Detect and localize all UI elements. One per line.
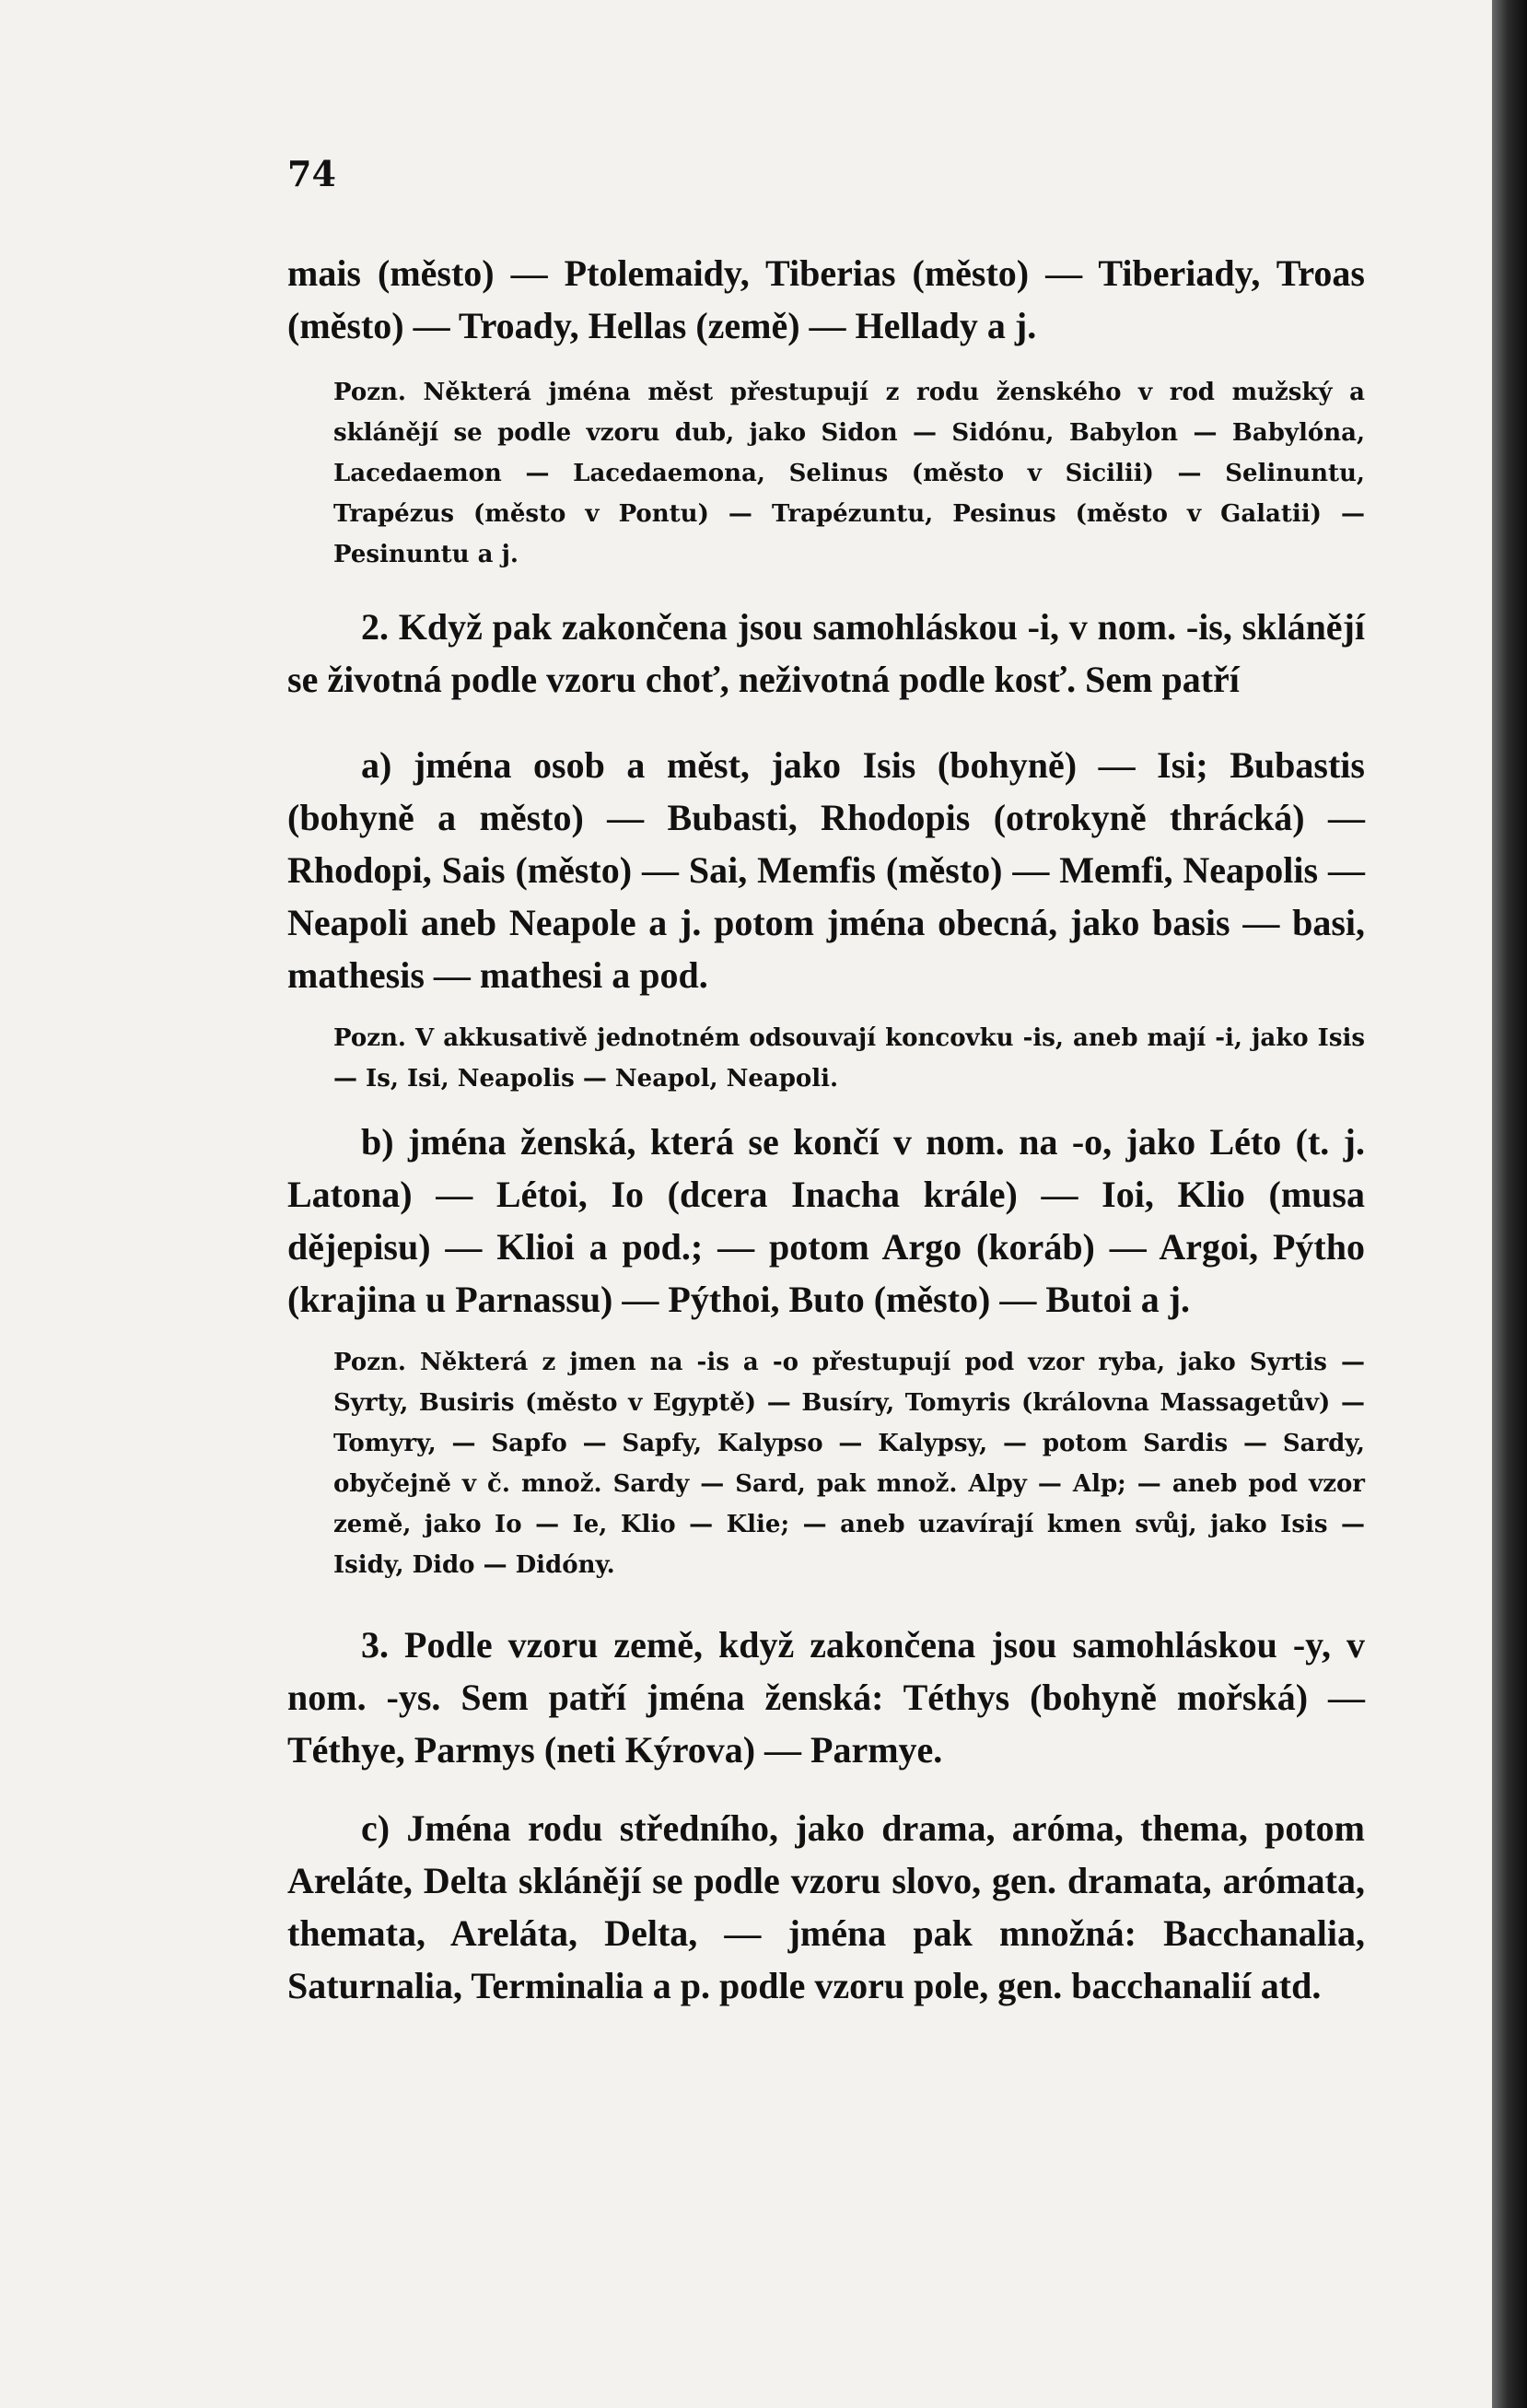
page-content [287, 153, 1365, 2012]
note-ryba-pattern: Pozn. Některá z jmen na -is a -o přestupují pod vzor ryba, jako Syrtis — Syrty, Busiris (město v Egyptě) — Busíry, Tomyris (královna Massagetův) — Tomyry, — Sapfo — Sapfy, Kalypso — Kalypsy, — potom Sardis — Sardy, obyčejně v č. množ. Sardy — Sard, pak množ. Alpy — Alp; — aneb pod vzor země, jako Io — Ie, Klio — Klie; — aneb uzavírají kmen svůj, jako Isis — Isidy, Dido — Didóny. [333, 1349, 1365, 1579]
note-accusative: Pozn. V akkusativě jednotném odsouvají koncovku -is, aneb mají -i, jako Isis — Is, Isi, Neapolis — Neapol, Neapoli. [333, 1024, 1365, 1093]
page-number: 74 [287, 153, 336, 194]
paragraph-section-3: 3. Podle vzoru země, když zakončena jsou samohláskou -y, v nom. -ys. Sem patří jména ženská: Téthys (bohyně mořská) — Téthye, Parmys (neti Kýrova) — Parmye. [287, 1624, 1365, 1771]
paragraph-item-c: c) Jména rodu středního, jako drama, aróma, thema, potom Areláte, Delta sklánějí se podle vzoru slovo, gen. dramata, arómata, themata, Areláta, Delta, — jména pak množná: Bacchanalia, Saturnalia, Terminalia a p. podle vzoru pole, gen. bacchanalií atd. [287, 1807, 1365, 2006]
paragraph-item-a: a) jména osob a měst, jako Isis (bohyně) — Isi; Bubastis (bohyně a město) — Bubasti, Rhodopis (otrokyně thrácká) — Rhodopi, Sais (město) — Sai, Memfis (město) — Memfi, Neapolis — Neapoli aneb Neapole a j. potom jména obecná, jako basis — basi, mathesis — mathesi a pod. [287, 744, 1365, 996]
paragraph-continuation: mais (město) — Ptolemaidy, Tiberias (město) — Tiberiady, Troas (město) — Troady, Hellas (země) — Hellady a j. [287, 252, 1365, 346]
page-edge-shadow [1492, 0, 1527, 2408]
paragraph-section-2: 2. Když pak zakončena jsou samohláskou -i, v nom. -is, sklánějí se životná podle vzoru choť, neživotná podle kosť. Sem patří [287, 606, 1365, 700]
note-declension-masculine: Pozn. Některá jména měst přestupují z rodu ženského v rod mužský a sklánějí se podle vzoru dub, jako Sidon — Sidónu, Babylon — Babylóna, Lacedaemon — Lacedaemona, Selinus (město v Sicilii) — Selinuntu, Trapézus (město v Pontu) — Trapézuntu, Pesinus (město v Galatii) — Pesinuntu a j. [333, 379, 1365, 568]
paragraph-item-b: b) jména ženská, která se končí v nom. na -o, jako Léto (t. j. Latona) — Létoi, Io (dcera Inacha krále) — Ioi, Klio (musa dějepisu) — Klioi a pod.; — potom Argo (koráb) — Argoi, Pýtho (krajina u Parnassu) — Pýthoi, Buto (město) — Butoi a j. [287, 1121, 1365, 1320]
